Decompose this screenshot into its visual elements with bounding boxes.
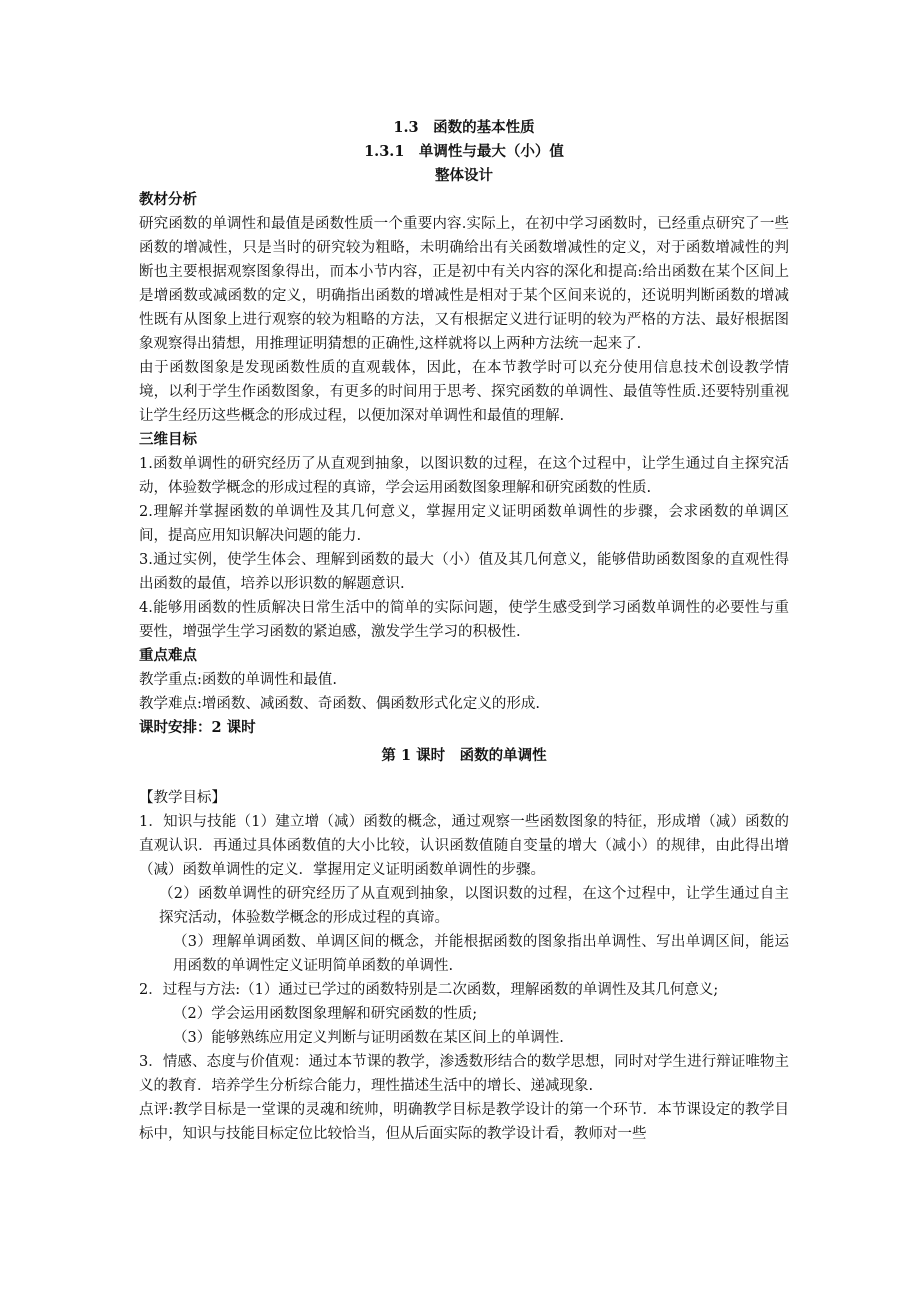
document-content <box>139 116 789 1146</box>
objective-2-3: （3）能够熟练应用定义判断与证明函数在某区间上的单调性. <box>173 1030 564 1046</box>
subsection-title: 1.3.1 单调性与最大（小）值 <box>364 143 564 160</box>
key-points-heading: 重点难点 <box>139 647 197 664</box>
objective-2-2: （2）学会运用函数图象理解和研究函数的性质; <box>173 1006 478 1022</box>
teaching-key-point: 教学重点:函数的单调性和最值. <box>139 672 337 688</box>
goal-2: 2.理解并掌握函数的单调性及其几何意义，掌握用定义证明函数单调性的步骤，会求函数的单调区间，提高应用知识解决问题的能力. <box>139 504 789 544</box>
comment: 点评:教学目标是一堂课的灵魂和统帅，明确教学目标是教学设计的第一个环节．本节课设定的教学目标中，知识与技能目标定位比较恰当，但从后面实际的教学设计看，教师对一些 <box>139 1102 789 1142</box>
teaching-difficulty: 教学难点:增函数、减函数、奇函数、偶函数形式化定义的形成. <box>139 696 540 712</box>
objective-1-3: （3）理解单调函数、单调区间的概念，并能根据函数的图象指出单调性、写出单调区间，能运用函数的单调性定义证明简单函数的单调性. <box>173 934 789 974</box>
lesson-title: 第 1 课时 函数的单调性 <box>381 747 547 764</box>
objective-2: 2．过程与方法:（1）通过已学过的函数特别是二次函数，理解函数的单调性及其几何意义; <box>139 982 719 998</box>
goal-1: 1.函数单调性的研究经历了从直观到抽象，以图识数的过程，在这个过程中，让学生通过自主探究活动，体验数学概念的形成过程的真谛，学会运用函数图象理解和研究函数的性质. <box>139 456 789 496</box>
goals-heading: 三维目标 <box>139 431 197 448</box>
schedule: 课时安排：2 课时 <box>139 719 256 736</box>
goal-3: 3.通过实例，使学生体会、理解到函数的最大（小）值及其几何意义，能够借助函数图象的直观性得出函数的最值，培养以形识数的解题意识. <box>139 552 789 592</box>
spacer <box>139 768 789 786</box>
objective-3: 3．情感、态度与价值观：通过本节课的教学，渗透数形结合的数学思想，同时对学生进行辩证唯物主义的教育．培养学生分析综合能力，理性描述生活中的增长、递减现象. <box>139 1054 789 1094</box>
objective-1-2: （2）函数单调性的研究经历了从直观到抽象，以图识数的过程，在这个过程中，让学生通过自主探究活动，体验数学概念的形成过程的真谛。 <box>159 886 789 926</box>
analysis-paragraph-2: 由于函数图象是发现函数性质的直观载体，因此，在本节教学时可以充分使用信息技术创设教学情境，以利于学生作函数图象，有更多的时间用于思考、探究函数的单调性、最值等性质.还要特别重视让学生经历这些概念的形成过程，以便加深对单调性和最值的理解. <box>139 360 789 424</box>
objective-1: 1．知识与技能（1）建立增（减）函数的概念，通过观察一些函数图象的特征，形成增（减）函数的直观认识．再通过具体函数值的大小比较，认识函数值随自变量的增大（减小）的规律，由此得出增（减）函数单调性的定义．掌握用定义证明函数单调性的步骤。 <box>139 814 789 878</box>
goal-4: 4.能够用函数的性质解决日常生活中的简单的实际问题，使学生感受到学习函数单调性的必要性与重要性，增强学生学习函数的紧迫感，激发学生学习的积极性. <box>139 600 789 640</box>
analysis-heading: 教材分析 <box>139 191 197 208</box>
design-title: 整体设计 <box>435 167 493 184</box>
section-title: 1.3 函数的基本性质 <box>393 119 535 136</box>
analysis-paragraph-1: 研究函数的单调性和最值是函数性质一个重要内容.实际上，在初中学习函数时，已经重点研究了一些函数的增减性，只是当时的研究较为粗略，未明确给出有关函数增减性的定义，对于函数增减性的判断也主要根据观察图象得出，而本小节内容，正是初中有关内容的深化和提高:给出函数在某个区间上是增函数或减函数的定义，明确指出函数的增减性是相对于某个区间来说的，还说明判断函数的增减性既有从图象上进行观察的较为粗略的方法，又有根据定义进行证明的较为严格的方法、最好根据图象观察得出猜想，用推理证明猜想的正确性,这样就将以上两种方法统一起来了. <box>139 216 789 352</box>
objectives-heading: 【教学目标】 <box>139 790 226 806</box>
